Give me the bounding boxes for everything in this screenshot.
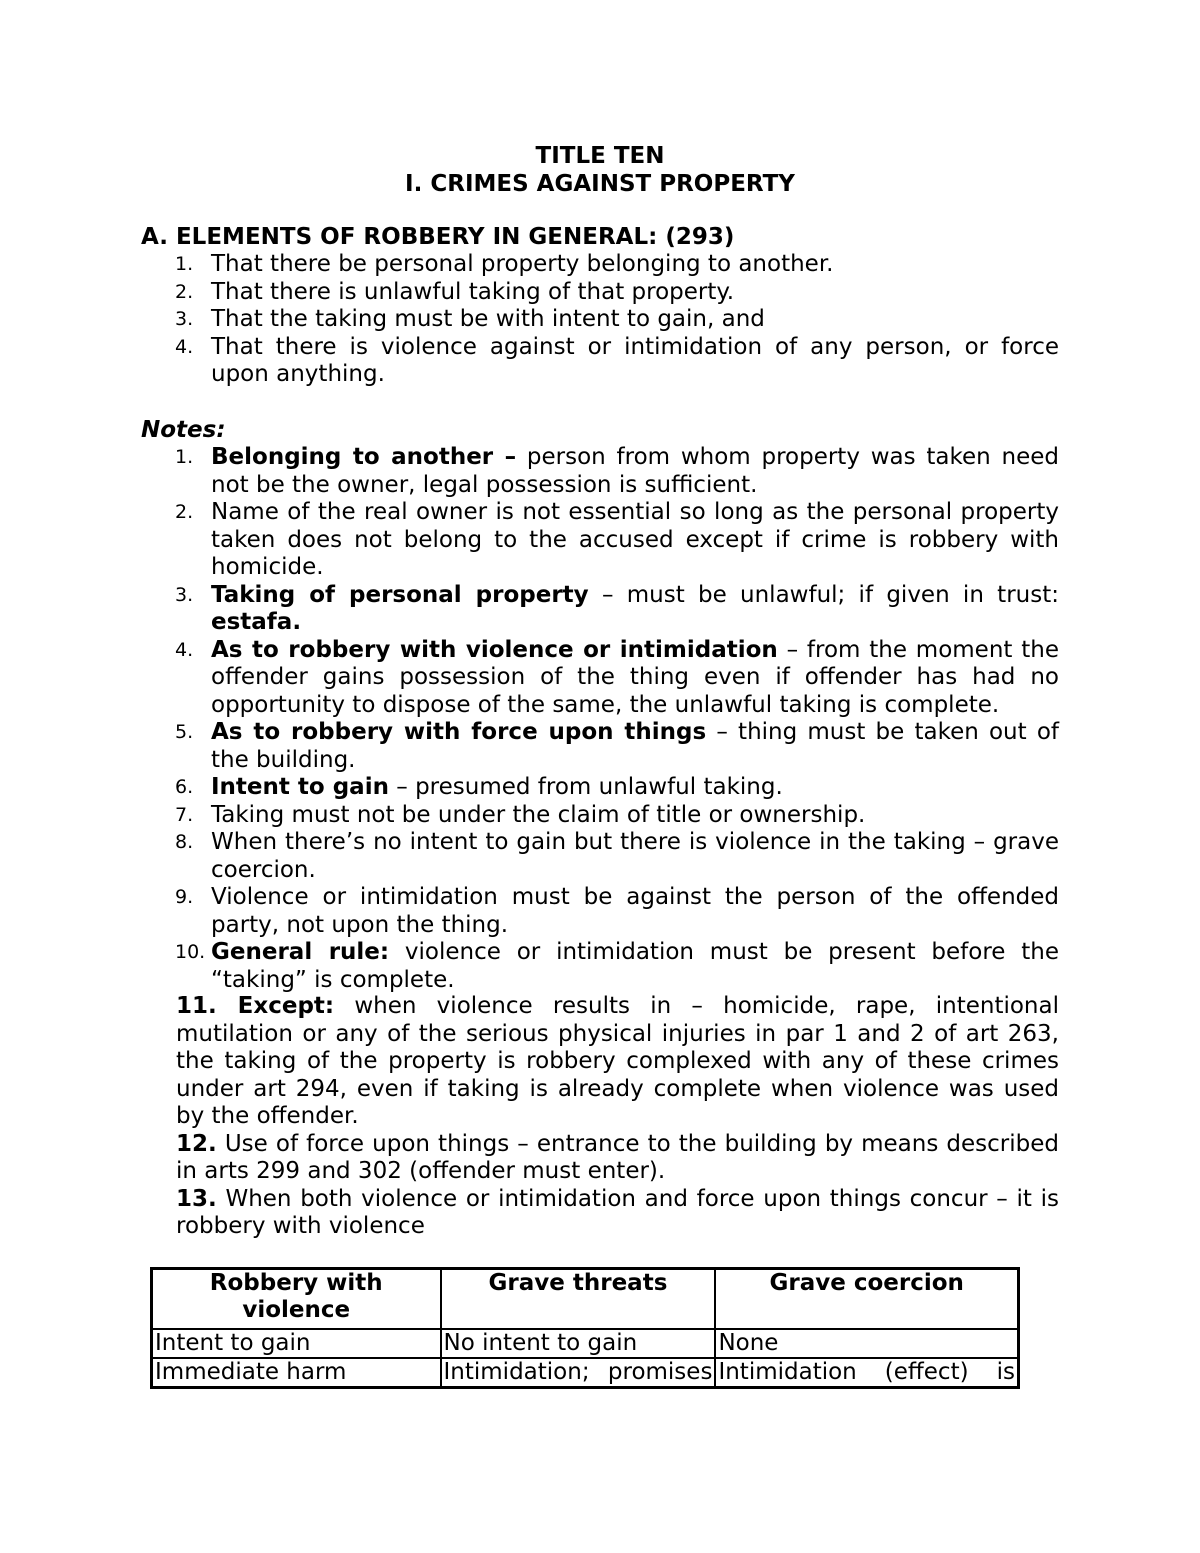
- list-item: [141, 306, 1059, 334]
- item-text: Taking must not be under the claim of title or ownership.: [211, 801, 866, 828]
- table-cell: Intimidation (effect) is: [715, 1358, 1018, 1388]
- item-bold-tail: estafa.: [211, 609, 302, 635]
- item-text: violence or intimidation must be present before the “taking” is complete.: [211, 939, 1059, 993]
- table-header-cell: Robbery with violence: [152, 1269, 441, 1330]
- table-header-cell: Grave threats: [441, 1269, 716, 1330]
- item-number: 4.: [175, 335, 194, 358]
- list-item: [141, 279, 1059, 307]
- list-item: [141, 829, 1059, 884]
- note-paragraph: [176, 1186, 1059, 1241]
- table-cell: No intent to gain: [441, 1329, 716, 1358]
- title-line-1: TITLE TEN: [535, 143, 665, 169]
- item-number: 3.: [175, 583, 194, 606]
- list-item: [141, 444, 1059, 499]
- item-number: 8.: [175, 831, 194, 853]
- table-row: [152, 1358, 1019, 1388]
- item-text: That the taking must be with intent to gain, and: [211, 306, 765, 332]
- item-number: 1.: [175, 446, 194, 468]
- item-bold-lead: Taking of personal property: [211, 581, 589, 608]
- item-bold-lead: Intent to gain: [211, 774, 389, 800]
- table-header-cell: Grave coercion: [715, 1269, 1018, 1330]
- table-cell: Intent to gain: [152, 1329, 441, 1358]
- comparison-table: [150, 1267, 1020, 1389]
- list-item: [141, 251, 1059, 279]
- item-text: – presumed from unlawful taking.: [388, 774, 783, 800]
- item-bold-lead: As to robbery with violence or intimidation: [211, 636, 778, 663]
- note-paragraph: [176, 993, 1059, 1131]
- list-item: [141, 637, 1059, 720]
- item-text: That there is unlawful taking of that property.: [211, 278, 735, 305]
- item-number: 10.: [175, 941, 206, 963]
- item-text: When there’s no intent to gain but there is violence in the taking – grave coercion.: [211, 829, 1059, 883]
- list-item: [141, 802, 1059, 830]
- note-bold-lead: 13.: [176, 1185, 217, 1212]
- table-row: [152, 1329, 1019, 1358]
- list-item: [141, 719, 1059, 774]
- item-text: – must be unlawful; if given in trust:: [588, 581, 1059, 608]
- list-item: [141, 939, 1059, 994]
- item-number: 1.: [175, 253, 194, 275]
- item-number: 3.: [175, 308, 194, 330]
- table-cell: None: [715, 1329, 1018, 1358]
- item-text: – thing must be taken out of the building.: [211, 719, 1059, 773]
- item-bold-lead: General rule:: [211, 939, 390, 965]
- item-bold-lead: As to robbery with force upon things: [211, 719, 707, 745]
- item-number: 5.: [175, 721, 194, 743]
- item-number: 2.: [175, 501, 194, 523]
- notes-list: [141, 444, 1059, 994]
- item-number: 9.: [175, 886, 194, 908]
- document-title: [0, 142, 1200, 198]
- note-text: When both violence or intimidation and force upon things concur – it is robbery with violence: [176, 1185, 1059, 1239]
- item-text: That there be personal property belonging to another.: [211, 251, 834, 277]
- list-item: [141, 884, 1059, 939]
- note-text: when violence results in – homicide, rape, intentional mutilation or any of the serious physical injuries in par 1 and 2 of art 263, the taking of the property is robbery complexed with any of these crimes under art 294, even if taking is already complete when violence was used by the offender.: [176, 993, 1059, 1129]
- item-number: 7.: [175, 803, 194, 826]
- item-number: 2.: [175, 280, 194, 303]
- note-text: Use of force upon things – entrance to the building by means described in arts 299 and 302 (offender must enter).: [176, 1130, 1059, 1184]
- list-item: [141, 582, 1059, 637]
- notes-heading: Notes:: [141, 417, 226, 443]
- item-text: That there is violence against or intimidation of any person, or force upon anything.: [211, 333, 1059, 387]
- item-text: Name of the real owner is not essential so long as the personal property taken does not belong to the accused except if crime is robbery with homicide.: [211, 499, 1059, 580]
- item-text: person from whom property was taken need not be the owner, legal possession is sufficient.: [211, 444, 1059, 498]
- elements-list: [141, 251, 1059, 389]
- table-cell: Intimidation; promises: [441, 1358, 716, 1388]
- section-a-heading: A. ELEMENTS OF ROBBERY IN GENERAL: (293): [141, 224, 735, 250]
- item-text: – from the moment the offender gains possession of the thing even if offender has had no opportunity to dispose of the same, the unlawful taking is complete.: [211, 636, 1059, 718]
- extra-notes: [176, 993, 1059, 1241]
- item-number: 4.: [175, 638, 194, 661]
- list-item: [141, 774, 1059, 802]
- note-bold-lead: 12.: [176, 1130, 217, 1157]
- note-bold-lead: 11. Except:: [176, 993, 335, 1019]
- item-number: 6.: [175, 776, 194, 798]
- list-item: [141, 499, 1059, 582]
- table-cell: Immediate harm: [152, 1358, 441, 1388]
- item-bold-lead: Belonging to another –: [211, 444, 517, 470]
- item-text: Violence or intimidation must be against the person of the offended party, not upon the thing.: [211, 884, 1059, 938]
- table-header-row: [152, 1269, 1019, 1330]
- list-item: [141, 334, 1059, 389]
- note-paragraph: [176, 1131, 1059, 1186]
- title-line-2: I. CRIMES AGAINST PROPERTY: [405, 171, 795, 197]
